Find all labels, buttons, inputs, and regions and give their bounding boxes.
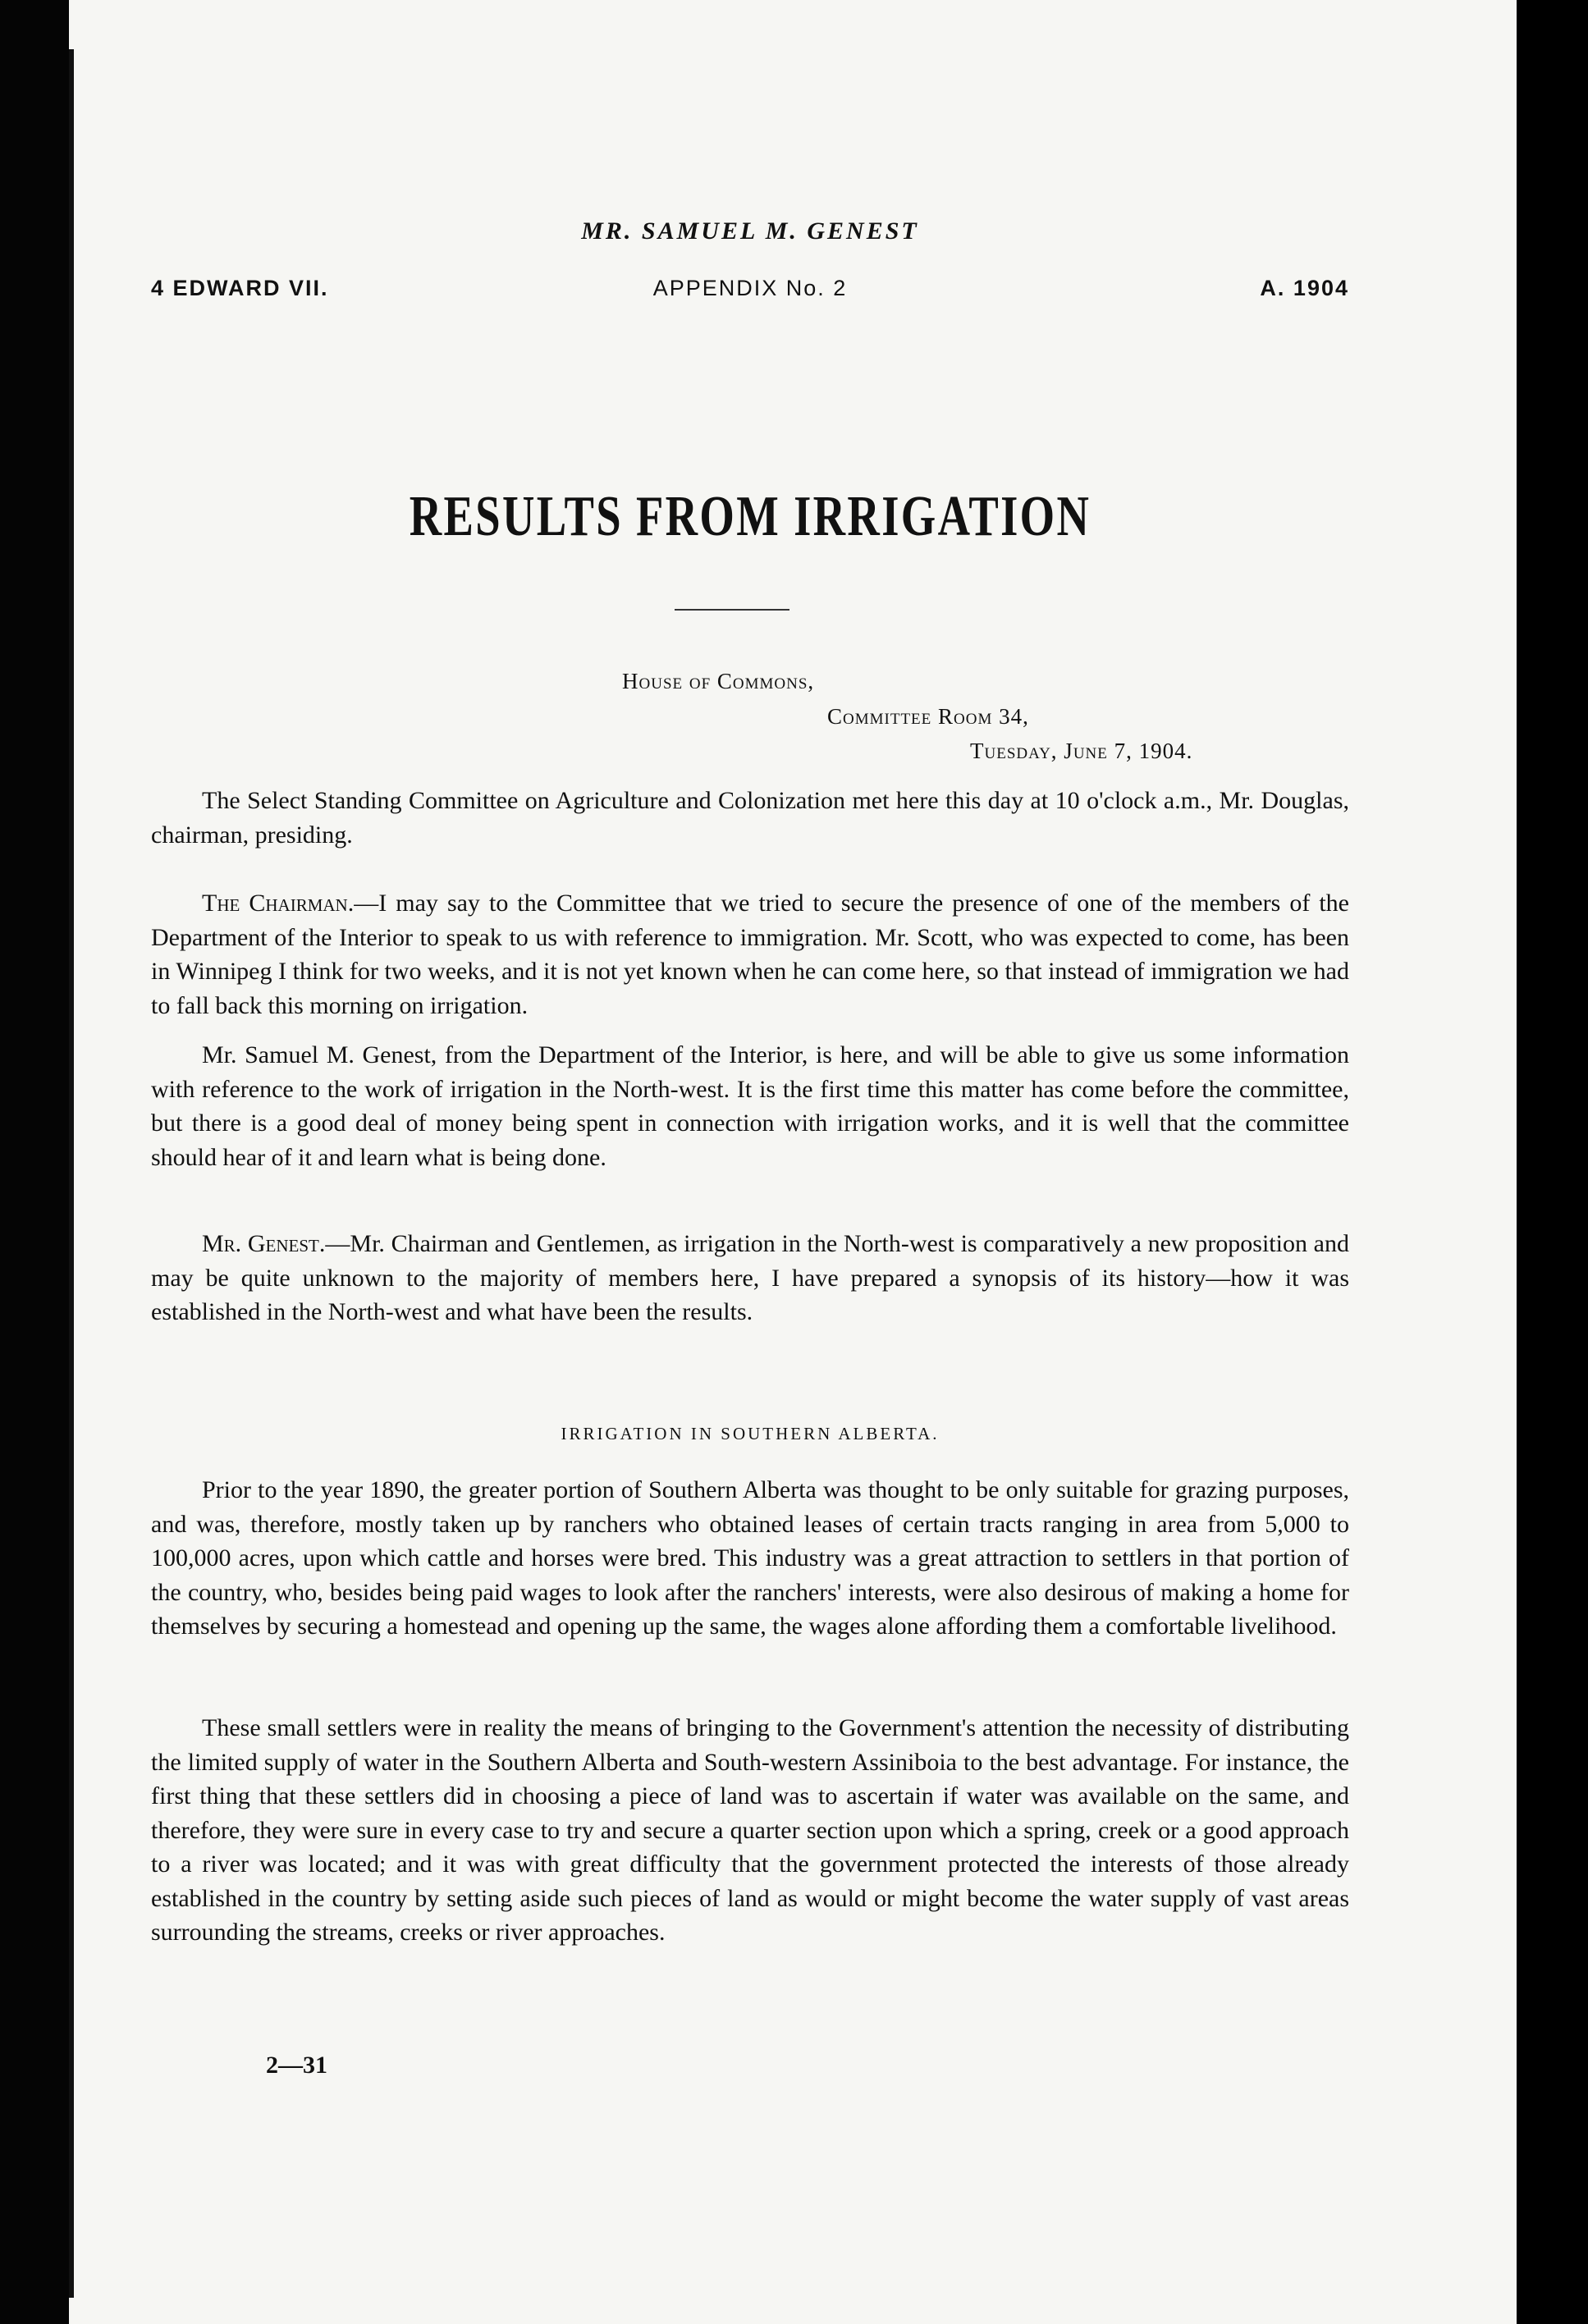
address-line-2: Committee Room 34, [827, 704, 1029, 729]
paragraph-text: —I may say to the Committee that we tried to secure the presence of one of the members of the Department of the Interior to speak to us with reference to immigration. Mr. Scott, who was expected to come, has been in Winnipeg I think for two weeks, and it is not yet known when he can come here, so that instead of immigration we had to fall back this morning on irrigation. [151, 890, 1349, 1019]
paragraph-introduction [151, 1038, 1349, 1174]
section-heading: IRRIGATION IN SOUTHERN ALBERTA. [561, 1424, 940, 1443]
header-year: A. 1904 [1260, 276, 1349, 300]
speaker-name: The Chairman. [202, 890, 355, 917]
document-page [69, 0, 1517, 2324]
paragraph-chairman [151, 886, 1349, 1022]
paragraph-text: Mr. Samuel M. Genest, from the Department of the Interior, is here, and will be able to give us some information with reference to the work of irrigation in the North-west. It is the first time this matter has come before the committee, but there is a good deal of money being spent in connection with irrigation works, and it is well that the committee should hear of it and learn what is being done. [151, 1041, 1349, 1171]
running-head: MR. SAMUEL M. GENEST [581, 217, 919, 245]
title-divider [675, 609, 789, 611]
address-line-3: Tuesday, June 7, 1904. [970, 739, 1193, 763]
paragraph-text: The Select Standing Committee on Agriculture and Colonization met here this day at 10 o'clock a.m., Mr. Douglas, chairman, presiding. [151, 787, 1349, 849]
paragraph-text: Prior to the year 1890, the greater portion of Southern Alberta was thought to be only suitable for grazing purposes, and was, therefore, mostly taken up by ranchers who obtained leases of certain tracts ranging in area from 5,000 to 100,000 acres, upon which cattle and horses were bred. This industry was a great attraction to settlers in that portion of the country, who, besides being paid wages to look after the ranchers' interests, were also desirous of making a home for themselves by securing a homestead and opening up the same, the wages alone affording them a comfortable livelihood. [151, 1476, 1349, 1640]
page-fold-shadow [0, 0, 69, 2324]
paragraph-text: —Mr. Chairman and Gentlemen, as irrigation in the North-west is comparatively a new proposition and may be quite unknown to the majority of members here, I have prepared a synopsis of its history—how it was established in the North-west and what have been the results. [151, 1230, 1349, 1325]
header-appendix: APPENDIX No. 2 [652, 276, 848, 300]
header-regnal-year: 4 EDWARD VII. [151, 276, 329, 300]
speaker-name: Mr. Genest. [202, 1230, 326, 1257]
page-edge-shadow [1517, 0, 1588, 2324]
paragraph-opening [151, 784, 1349, 852]
page-title: RESULTS FROM IRRIGATION [409, 485, 1091, 548]
paragraph-settlers [151, 1711, 1349, 1950]
address-line-1: House of Commons, [622, 669, 815, 693]
page-signature: 2—31 [266, 2052, 327, 2079]
paragraph-southern-alberta [151, 1473, 1349, 1644]
paragraph-genest [151, 1227, 1349, 1329]
paragraph-text: These small settlers were in reality the means of bringing to the Government's attention the necessity of distributing the limited supply of water in the Southern Alberta and South-western Assiniboia to the best advantage. For instance, the first thing that these settlers did in choosing a piece of land was to ascertain if water was available on the same, and therefore, they were sure in every case to try and secure a quarter section upon which a spring, creek or a good approach to a river was located; and it was with great difficulty that the government protected the interests of those already established in the country by setting aside such pieces of land as would or might become the water supply of vast areas surrounding the streams, creeks or river approaches. [151, 1714, 1349, 1946]
page-border-line [69, 49, 74, 2298]
